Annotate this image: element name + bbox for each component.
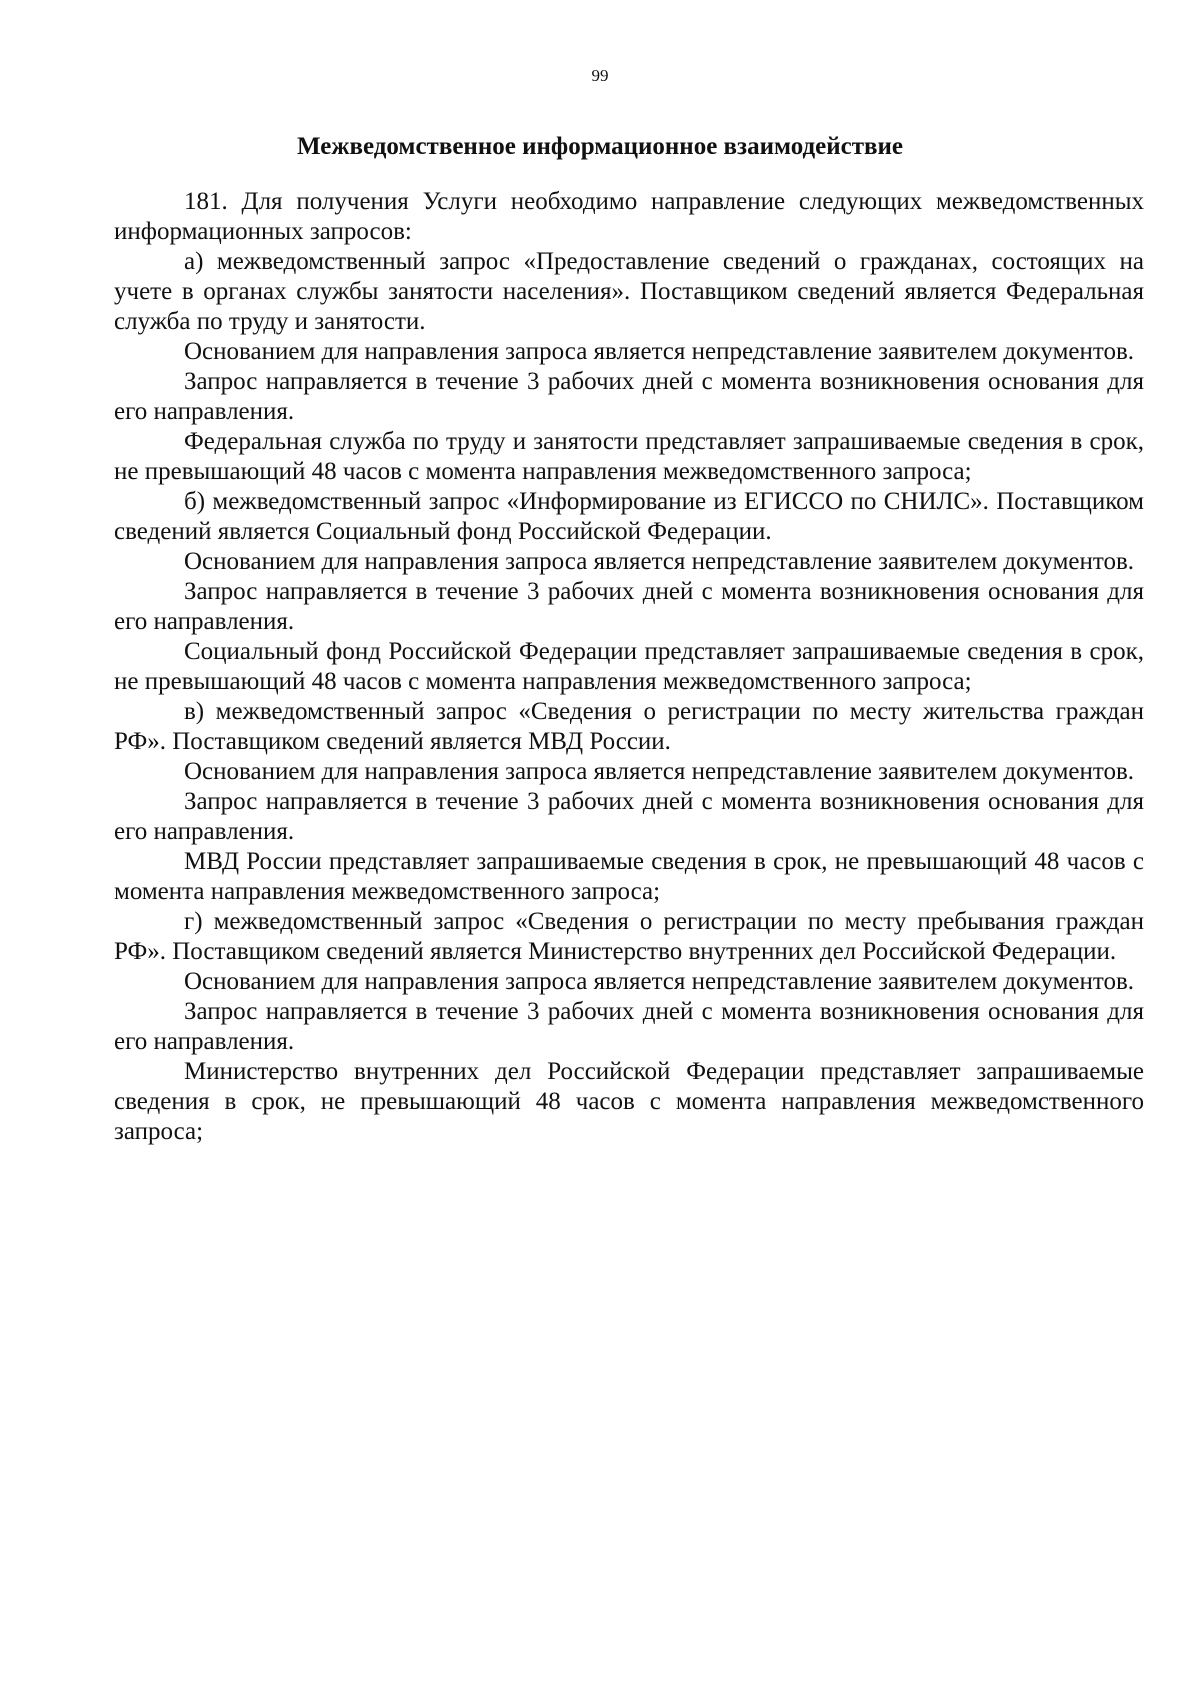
body-text — [114, 187, 1144, 1147]
paragraph-request-a-basis: Основанием для направления запроса является непредставление заявителем документов. — [184, 338, 1135, 365]
paragraph-request-d-basis: Основанием для направления запроса является непредставление заявителем документов. — [184, 968, 1135, 995]
paragraph-request-b-response: Социальный фонд Российской Федерации представляет запрашиваемые сведения в срок, не превышающий 48 часов с момента направления межведомственного запроса; — [114, 638, 1144, 695]
paragraph-request-c-response: МВД России представляет запрашиваемые сведения в срок, не превышающий 48 часов с момента направления межведомственного запроса; — [114, 848, 1144, 905]
paragraph-request-d-response: Министерство внутренних дел Российской Федерации представляет запрашиваемые сведения в срок, не превышающий 48 часов с момента направления межведомственного запроса; — [114, 1058, 1144, 1145]
paragraph-request-b: б) межведомственный запрос «Информирование из ЕГИССО по СНИЛС». Поставщиком сведений является Социальный фонд Российской Федерации. — [114, 488, 1144, 545]
paragraph-request-c-timing: Запрос направляется в течение 3 рабочих дней с момента возникновения основания для его направления. — [114, 788, 1144, 845]
paragraph-request-a-timing: Запрос направляется в течение 3 рабочих дней с момента возникновения основания для его направления. — [114, 368, 1144, 425]
paragraph-request-d: г) межведомственный запрос «Сведения о регистрации по месту пребывания граждан РФ». Поставщиком сведений является Министерство внутренних дел Российской Федерации. — [114, 908, 1144, 965]
paragraph-request-d-timing: Запрос направляется в течение 3 рабочих дней с момента возникновения основания для его направления. — [114, 998, 1144, 1055]
paragraph-request-b-timing: Запрос направляется в течение 3 рабочих дней с момента возникновения основания для его направления. — [114, 578, 1144, 635]
page-number: 99 — [591, 66, 609, 85]
paragraph-request-a: а) межведомственный запрос «Предоставление сведений о гражданах, состоящих на учете в органах службы занятости населения». Поставщиком сведений является Федеральная служба по труду и занятости. — [114, 248, 1144, 335]
section-heading: Межведомственное информационное взаимодействие — [297, 133, 903, 160]
paragraph-request-b-basis: Основанием для направления запроса является непредставление заявителем документов. — [184, 548, 1135, 575]
paragraph-request-c-basis: Основанием для направления запроса является непредставление заявителем документов. — [184, 758, 1135, 785]
paragraph-item-181-intro: 181. Для получения Услуги необходимо направление следующих межведомственных информационных запросов: — [114, 188, 1144, 245]
paragraph-request-a-response: Федеральная служба по труду и занятости представляет запрашиваемые сведения в срок, не превышающий 48 часов с момента направления межведомственного запроса; — [114, 428, 1144, 485]
paragraph-request-c: в) межведомственный запрос «Сведения о регистрации по месту жительства граждан РФ». Поставщиком сведений является МВД России. — [114, 698, 1144, 755]
